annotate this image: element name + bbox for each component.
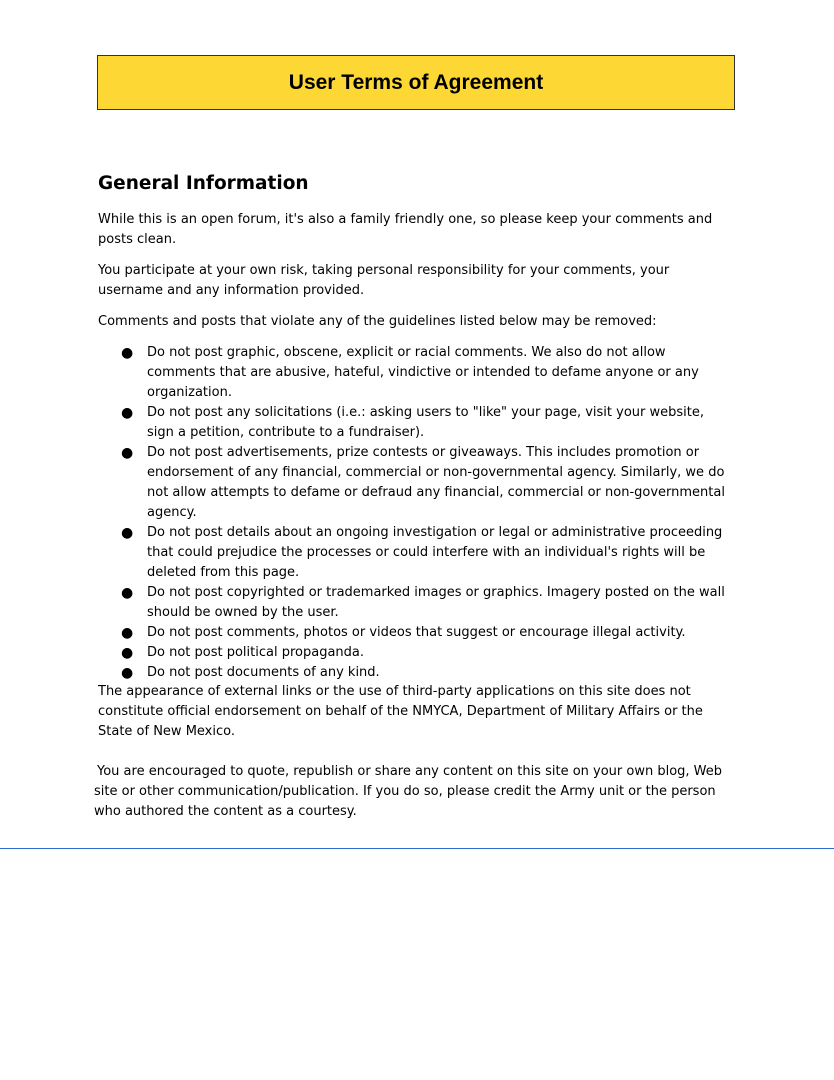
guideline-text: Do not post comments, photos or videos that suggest or encourage illegal activity.: [147, 625, 686, 640]
guideline-text: Do not post documents of any kind.: [147, 665, 380, 680]
list-item: [98, 623, 734, 643]
list-item: [98, 343, 734, 403]
list-item: [98, 443, 734, 523]
guideline-text: Do not post copyrighted or trademarked images or graphics. Imagery posted on the wall should be owned by the user.: [147, 585, 725, 620]
guideline-text: Do not post political propaganda.: [147, 645, 365, 660]
bullet-icon: ●: [121, 585, 134, 601]
list-item: [98, 663, 734, 683]
guideline-text: Do not post details about an ongoing investigation or legal or administrative proceeding that could prejudice the processes or could interfere with an individual's rights will be deleted from this page.: [147, 525, 723, 580]
list-item: [98, 523, 734, 583]
page-title: User Terms of Agreement: [288, 70, 544, 94]
bullet-icon: ●: [121, 405, 134, 421]
bullet-icon: ●: [121, 665, 134, 681]
bullet-icon: ●: [121, 525, 134, 541]
bullet-icon: ●: [121, 345, 134, 361]
disclaimer-paragraph: The appearance of external links or the use of third-party applications on this site does not constitute official endorsement on behalf of the NMYCA, Department of Military Affairs or the State of New Mexico.: [98, 684, 703, 739]
guideline-text: Do not post advertisements, prize contests or giveaways. This includes promotion or endorsement of any financial, commercial or non-governmental agency. Similarly, we do not allow attempts to defame or defraud any financial, commercial or non-governmental agency.: [147, 445, 725, 520]
guidelines-list: [98, 343, 734, 683]
intro-paragraph-risk: You participate at your own risk, taking personal responsibility for your comments, your username and any information provided.: [98, 263, 670, 298]
title-banner: [97, 55, 735, 110]
bullet-icon: ●: [121, 445, 134, 461]
list-item: [98, 643, 734, 663]
bullet-icon: ●: [121, 645, 134, 661]
guideline-text: Do not post graphic, obscene, explicit or racial comments. We also do not allow comments that are abusive, hateful, vindictive or intended to defame anyone or any organization.: [147, 345, 699, 400]
general-information-section: [98, 170, 734, 683]
page-divider: [0, 848, 834, 849]
section-heading: General Information: [98, 173, 309, 194]
list-item: [98, 583, 734, 623]
intro-paragraph-violations: Comments and posts that violate any of the guidelines listed below may be removed:: [98, 314, 657, 329]
sharing-paragraph: You are encouraged to quote, republish or share any content on this site on your own blog, Web site or other communication/publication. If you do so, please credit the Army unit or the person who authored the content as a courtesy.: [94, 764, 723, 819]
bullet-icon: ●: [121, 625, 134, 641]
list-item: [98, 403, 734, 443]
intro-paragraph-family-friendly: While this is an open forum, it's also a family friendly one, so please keep your comments and posts clean.: [98, 212, 713, 247]
guideline-text: Do not post any solicitations (i.e.: asking users to "like" your page, visit your website, sign a petition, contribute to a fundraiser).: [147, 405, 704, 440]
